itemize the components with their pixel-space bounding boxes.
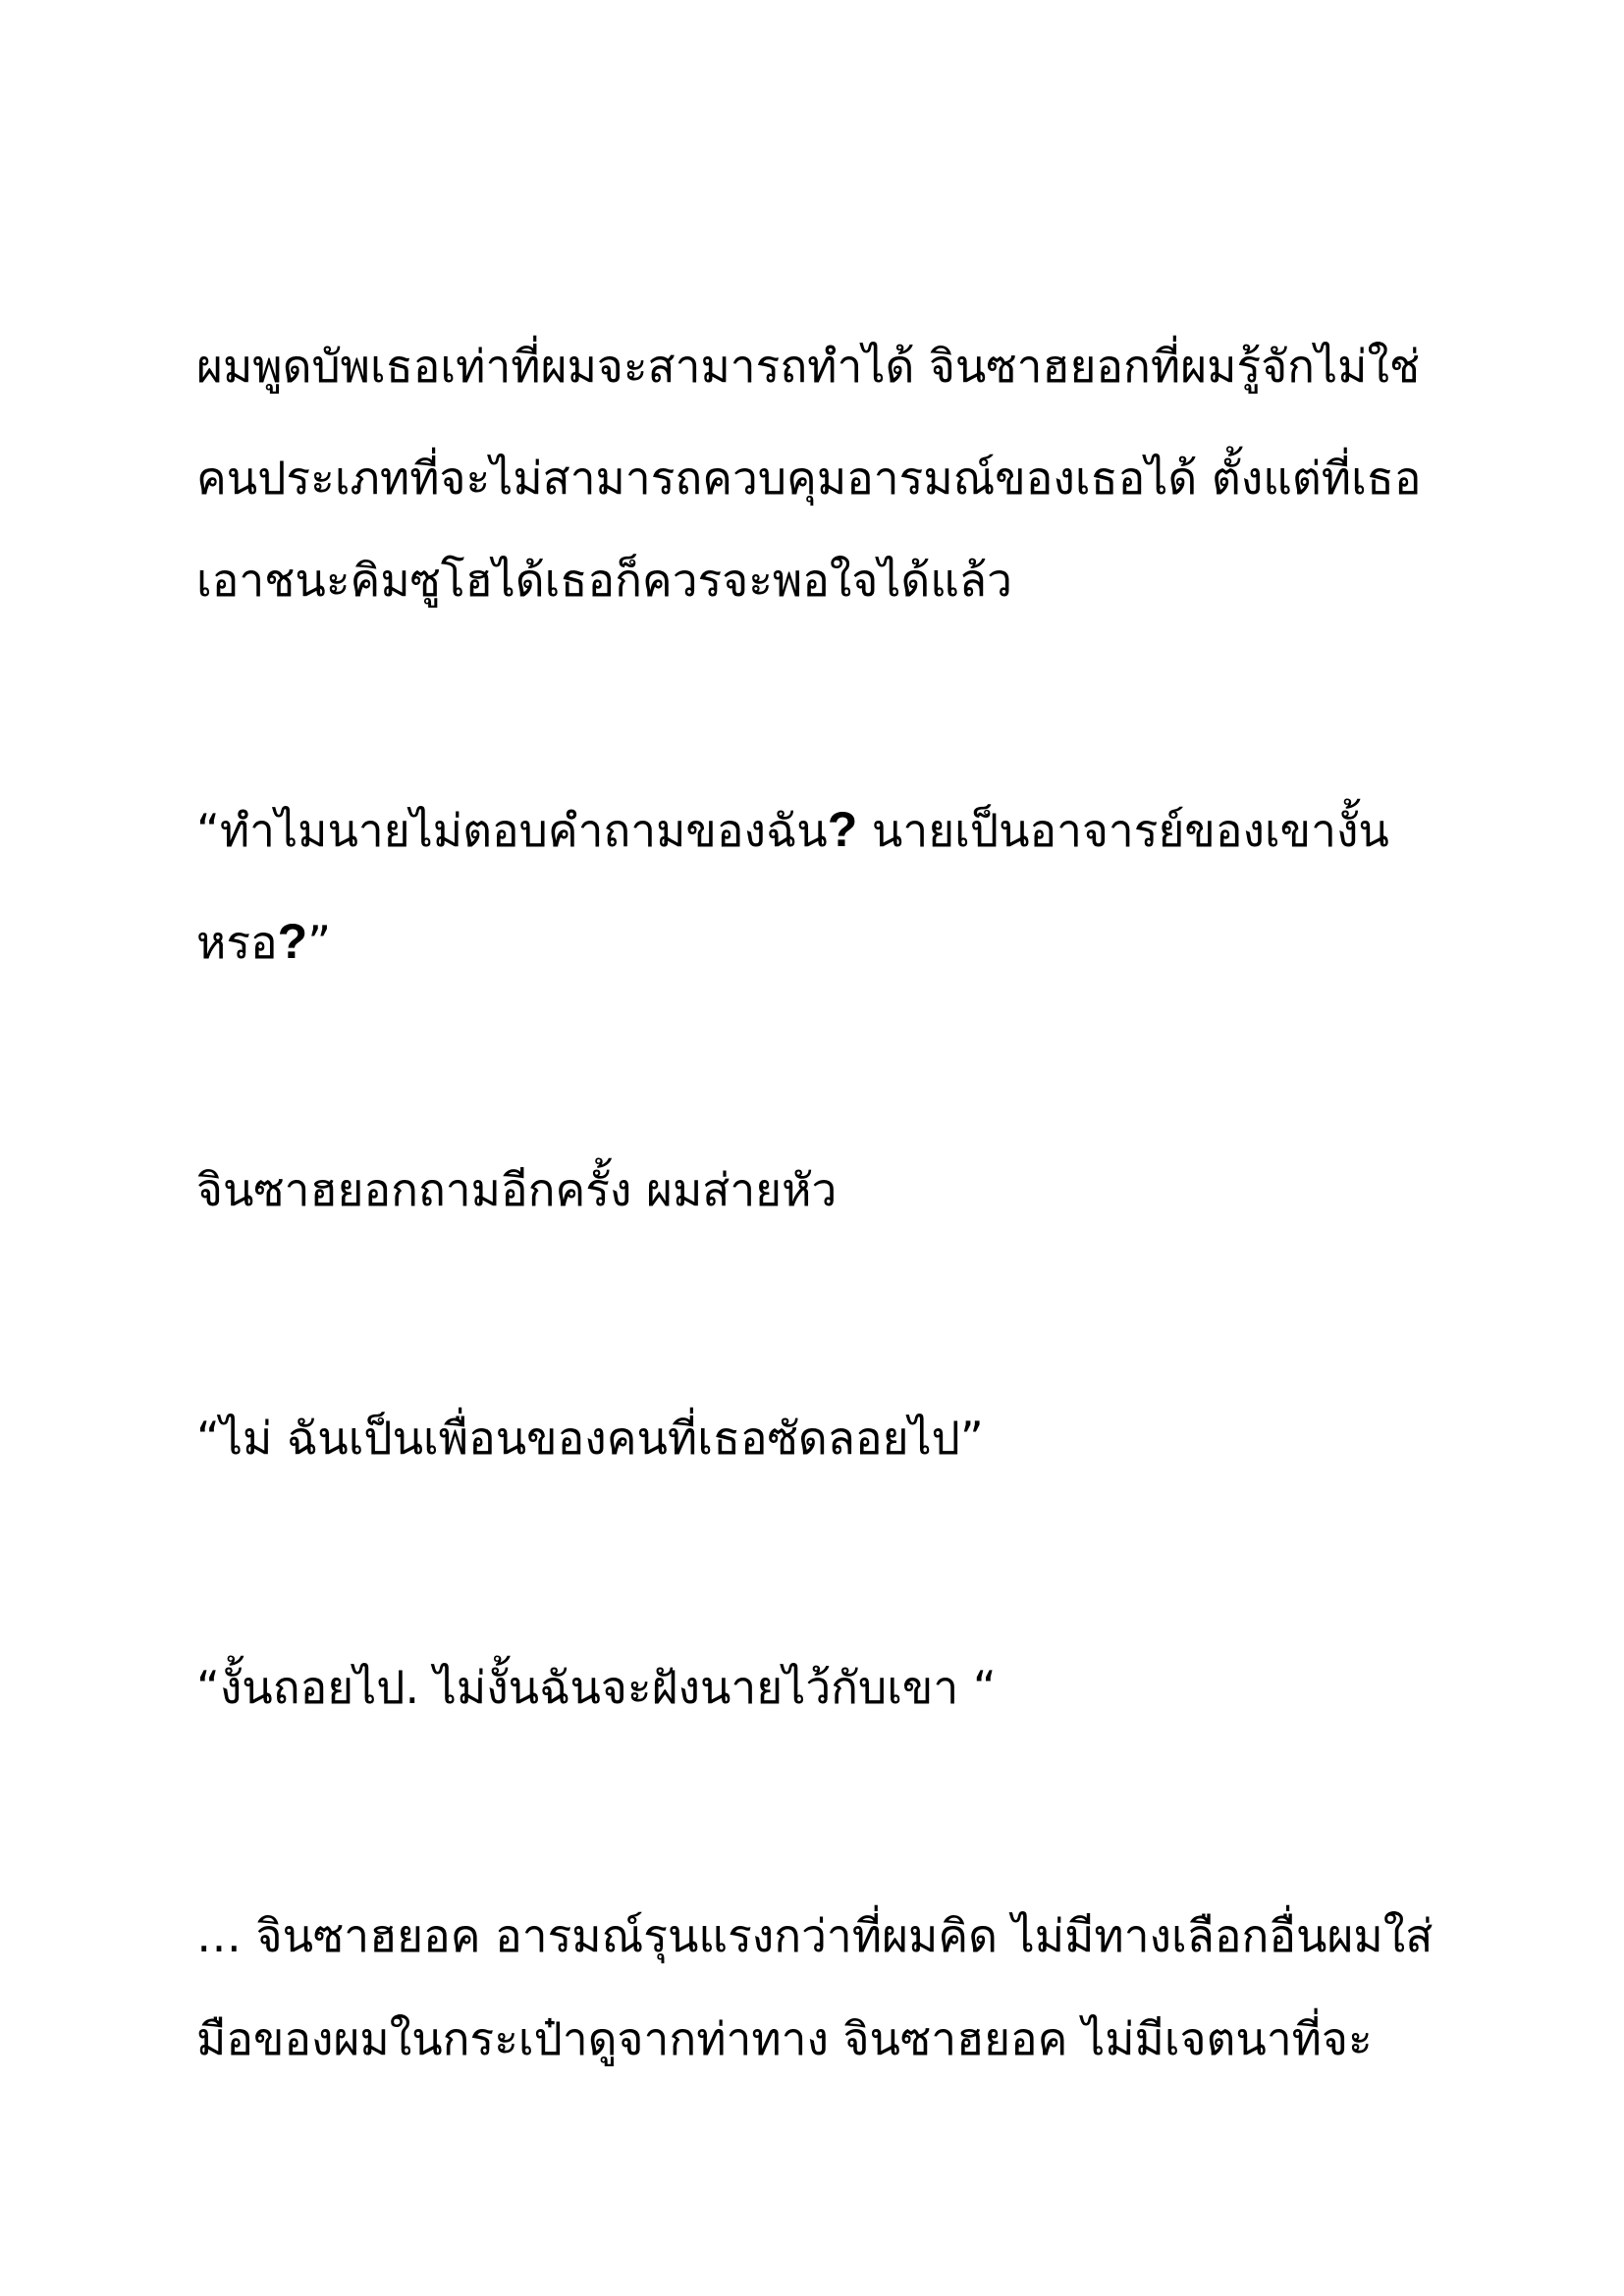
paragraph-6-line-1: … จินซาฮยอค อารมณ์รุนแรงกว่าที่ผมคิด ไม่มีทางเลือกอื่นผมใส่	[196, 1909, 1434, 1962]
paragraph-2-line-1: “ทำไมนายไม่ตอบคำถามของฉัน? นายเป็นอาจารย์ของเขางั้น	[196, 802, 1389, 857]
paragraph-4-line-1: “ไม่ ฉันเป็นเพื่อนของคนที่เธอซัดลอยไป”	[196, 1412, 984, 1465]
paragraph-3-line-1: จินซาฮยอกถามอีกครั้ง ผมส่ายหัว	[196, 1163, 838, 1216]
paragraph-1-line-3: เอาชนะคิมซูโฮได้เธอก็ควรจะพอใจได้แล้ว	[196, 554, 1012, 607]
paragraph-1-line-1: ผมพูดบัพเธอเท่าที่ผมจะสามารถทำได้ จินซาฮยอกที่ผมรู้จักไม่ใช่	[196, 340, 1421, 393]
paragraph-2-line-2: หรอ?”	[196, 914, 332, 969]
paragraph-6-line-2: มือของผมในกระเป๋าดูจากท่าทาง จินซาฮยอค ไม่มีเจตนาที่จะ	[196, 2012, 1373, 2065]
paragraph-1-line-2: คนประเภทที่จะไม่สามารถควบคุมอารมณ์ของเธอได้ ตั้งแต่ที่เธอ	[196, 452, 1422, 505]
paragraph-5-line-1: “งั้นถอยไป. ไม่งั้นฉันจะฝังนายไว้กับเขา “	[196, 1661, 997, 1714]
